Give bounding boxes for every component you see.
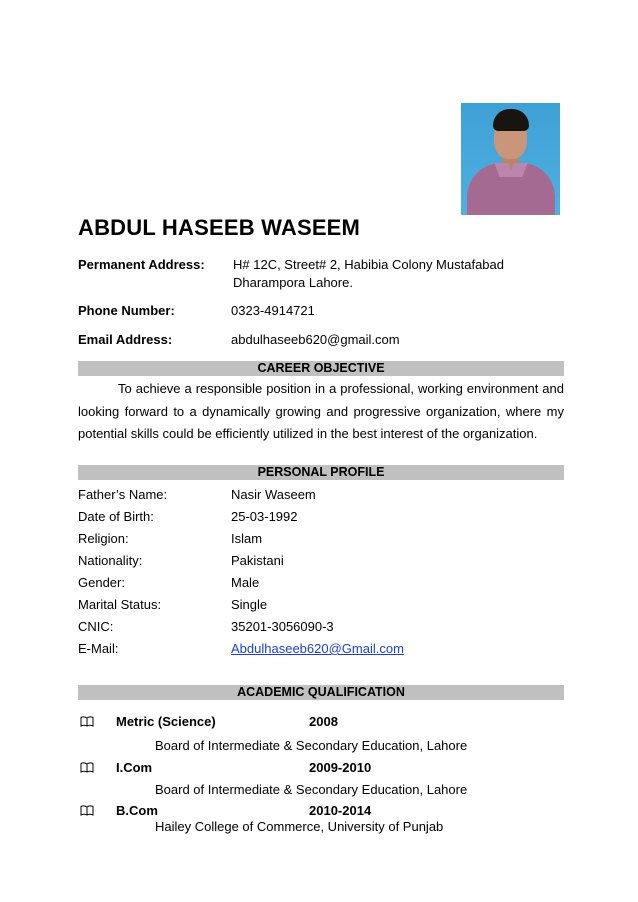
profile-label: Gender: <box>78 575 125 590</box>
book-icon <box>80 805 94 816</box>
address-line2: Dharampora Lahore. <box>233 275 353 290</box>
degree-name: B.Com <box>116 803 158 818</box>
profile-email-link[interactable]: Abdulhaseeb620@Gmail.com <box>231 641 404 656</box>
profile-value: 35201-3056090-3 <box>231 619 334 634</box>
profile-label: E-Mail: <box>78 641 119 656</box>
address-line1: H# 12C, Street# 2, Habibia Colony Mustafabad <box>233 257 504 272</box>
profile-value: Male <box>231 575 260 590</box>
profile-label: Marital Status: <box>78 597 162 612</box>
profile-value: Nasir Waseem <box>231 487 316 502</box>
academic-title: ACADEMIC QUALIFICATION <box>237 685 405 699</box>
book-icon <box>80 762 94 773</box>
personal-profile-title: PERSONAL PROFILE <box>257 465 385 479</box>
profile-value: Islam <box>231 531 263 546</box>
degree-name: Metric (Science) <box>116 714 216 729</box>
degree-institution: Board of Intermediate & Secondary Education, Lahore <box>155 738 468 753</box>
degree-institution: Hailey College of Commerce, University of Punjab <box>155 819 444 834</box>
career-objective-text <box>78 378 564 446</box>
degree-name: I.Com <box>116 760 153 775</box>
degree-year: 2010-2014 <box>309 803 372 818</box>
degree-year: 2008 <box>309 714 338 729</box>
academic-header <box>78 685 564 700</box>
career-objective-header <box>78 361 564 376</box>
profile-photo <box>461 103 560 215</box>
email-value: abdulhaseeb620@gmail.com <box>231 332 400 347</box>
address-label: Permanent Address: <box>78 257 205 272</box>
career-objective-title: CAREER OBJECTIVE <box>257 361 385 375</box>
book-icon <box>80 716 94 727</box>
profile-label: CNIC: <box>78 619 114 634</box>
profile-label: Religion: <box>78 531 129 546</box>
profile-value: Pakistani <box>231 553 284 568</box>
applicant-name: ABDUL HASEEB WASEEM <box>78 215 361 240</box>
profile-label: Date of Birth: <box>78 509 154 524</box>
phone-value: 0323-4914721 <box>231 303 315 318</box>
email-label: Email Address: <box>78 332 173 347</box>
profile-value: 25-03-1992 <box>231 509 298 524</box>
degree-institution: Board of Intermediate & Secondary Education, Lahore <box>155 782 468 797</box>
profile-label: Father’s Name: <box>78 487 168 502</box>
profile-value: Single <box>231 597 268 612</box>
profile-label: Nationality: <box>78 553 143 568</box>
degree-year: 2009-2010 <box>309 760 372 775</box>
career-objective-body: To achieve a responsible position in a professional, working environment and looking forward to a dynamically growing and progressive organization, where my potential skills could be efficiently utilized in the best interest of the organization. <box>78 381 564 441</box>
personal-profile-header <box>78 465 564 480</box>
phone-label: Phone Number: <box>78 303 175 318</box>
